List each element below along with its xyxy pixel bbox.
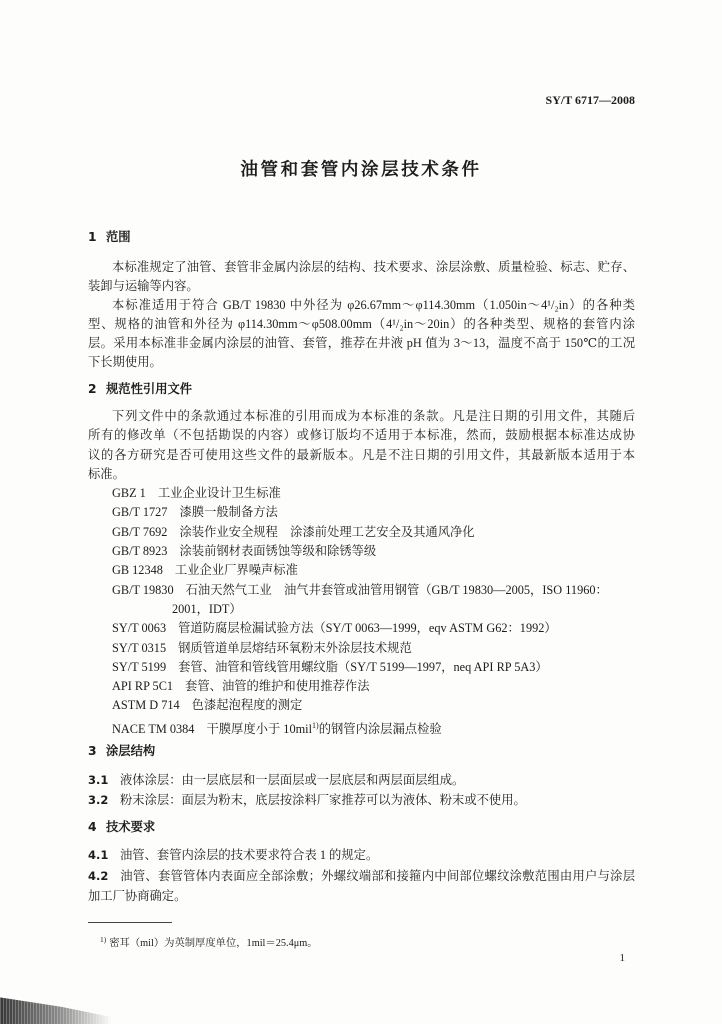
paragraph-line: 议的各方研究是否可使用这些文件的最新版本。凡是不注日期的引用文件，其最新版本适用于本	[88, 447, 635, 462]
section-3-body	[88, 770, 635, 810]
paragraph-line: 装卸与运输等内容。	[88, 279, 199, 293]
reference-title: 套管、油管和管线管用螺纹脂（SY/T 5199—1997，neq API RP 5A3）	[178, 659, 548, 674]
paragraph-line: 本标准适用于符合 GB/T 19830 中外径为 φ26.67mm～φ114.30mm（1.050in～4¹/₂in）的各种类	[112, 298, 635, 312]
reference-item	[88, 561, 635, 580]
section-number: 4	[88, 820, 97, 834]
document-title: 油管和套管内涂层技术条件	[240, 160, 482, 180]
reference-title: 套管、油管的维护和使用推荐作法	[185, 679, 370, 694]
section-number: 2	[88, 382, 97, 396]
section-number: 1	[88, 230, 97, 244]
reference-title: 石油天然气工业 油气井套管或油管用钢管（GB/T 19830—2005，ISO 11960：	[185, 582, 608, 597]
reference-code: GBZ 1	[112, 486, 146, 501]
reference-item	[88, 658, 635, 677]
reference-item	[88, 581, 635, 600]
reference-title: 管道防腐层检漏试验方法（SY/T 0063—1999，eqv ASTM G62：1992）	[178, 621, 557, 636]
reference-item	[88, 523, 635, 542]
reference-item	[88, 639, 635, 658]
reference-code: NACE TM 0384	[112, 721, 195, 736]
reference-code: GB/T 7692	[112, 524, 168, 539]
reference-item	[88, 619, 635, 638]
reference-code: SY/T 0063	[112, 621, 167, 636]
clause-text: 粉末涂层：面层为粉末，底层按涂料厂家推荐可以为液体、粉末或不使用。	[120, 793, 526, 807]
section-title: 技术要求	[106, 820, 156, 834]
footnote-separator	[88, 922, 172, 923]
reference-title: 漆膜一般制备方法	[179, 505, 278, 520]
section-1-body	[88, 258, 635, 372]
reference-item	[88, 542, 635, 561]
clause-number: 3.1	[88, 773, 109, 787]
section-number: 3	[88, 744, 97, 758]
reference-code: GB/T 1727	[112, 505, 168, 520]
section-3-heading	[88, 742, 155, 761]
reference-title: 涂装作业安全规程 涂漆前处理工艺安全及其通风净化	[179, 524, 475, 539]
reference-title: 工业企业厂界噪声标准	[174, 563, 298, 578]
reference-code: GB/T 19830	[112, 582, 174, 597]
reference-title: 色漆起泡程度的测定	[191, 698, 303, 713]
scan-artifact	[0, 986, 112, 1024]
reference-title: 涂装前钢材表面锈蚀等级和除锈等级	[179, 544, 377, 559]
reference-item	[88, 677, 635, 696]
clause-text-continued: 加工厂协商确定。	[88, 889, 187, 903]
reference-code: GB/T 8923	[112, 544, 168, 559]
clause	[88, 790, 635, 810]
clause-number: 3.2	[88, 793, 109, 807]
paragraph-line: 本标准规定了油管、套管非金属内涂层的结构、技术要求、涂层涂敷、质量检验、标志、贮存、	[112, 260, 635, 274]
paragraph-line: 型、规格的油管和外径为 φ114.30mm～φ508.00mm（4¹/₂in～20in）的各种类型、规格的套管内涂	[88, 317, 635, 331]
reference-code: SY/T 0315	[112, 640, 167, 655]
paragraph-line: 所有的修改单（不包括勘误的内容）或修订版均不适用于本标准，然而，鼓励根据本标准达成协	[88, 428, 635, 443]
clause	[88, 866, 635, 887]
clause-text: 油管、套管内涂层的技术要求符合表 1 的规定。	[120, 848, 379, 862]
section-title: 涂层结构	[106, 744, 156, 758]
reference-title: 干膜厚度小于 10mil	[206, 721, 313, 736]
paragraph-line: 下列文件中的条款通过本标准的引用而成为本标准的条款。凡是注日期的引用文件，其随后	[112, 409, 635, 423]
reference-item	[88, 716, 635, 735]
reference-code: ASTM D 714	[112, 698, 180, 713]
clause	[88, 770, 635, 790]
footnote-reference: 1)	[312, 720, 319, 730]
section-4-body	[88, 845, 635, 907]
paragraph-line: 下长期使用。	[88, 355, 162, 369]
clause-number: 4.1	[88, 848, 109, 862]
reference-title-tail: 的钢管内涂层漏点检验	[318, 721, 442, 736]
reference-code: API RP 5C1	[112, 679, 174, 694]
clause	[88, 845, 635, 866]
reference-code: SY/T 5199	[112, 659, 167, 674]
reference-item	[88, 696, 635, 715]
paragraph-line: 层。采用本标准非金属内涂层的油管、套管，推荐在井液 pH 值为 3～13，温度不高于 150℃的工况	[88, 336, 635, 350]
reference-item	[88, 503, 635, 522]
reference-item	[88, 484, 635, 503]
section-1-heading	[88, 228, 131, 247]
reference-title-continued: 2001，IDT）	[172, 601, 242, 616]
footnote	[100, 933, 318, 947]
section-title: 范围	[106, 230, 131, 244]
clause-text: 液体涂层：由一层底层和一层面层或一层底层和两层面层组成。	[120, 773, 465, 787]
paragraph-line: 标准。	[88, 466, 125, 481]
clause-text: 油管、套管管体内表面应全部涂敷；外螺纹端部和接箍内中间部位螺纹涂敷范围由用户与涂层	[120, 868, 635, 883]
section-title: 规范性引用文件	[106, 382, 193, 396]
page-number: 1	[619, 952, 625, 964]
standard-number: SY/T 6717—2008	[545, 93, 635, 107]
section-4-heading	[88, 818, 155, 837]
section-2-body	[88, 407, 635, 735]
reference-title: 钢质管道单层熔结环氧粉末外涂层技术规范	[178, 640, 412, 655]
reference-code: GB 12348	[112, 563, 163, 578]
footnote-text: 密耳（mil）为英制厚度单位，1mil＝25.4μm。	[109, 938, 318, 949]
reference-title: 工业企业设计卫生标准	[157, 486, 281, 501]
clause-number: 4.2	[88, 868, 109, 883]
footnote-mark: 1)	[100, 935, 107, 944]
section-2-heading	[88, 380, 192, 399]
